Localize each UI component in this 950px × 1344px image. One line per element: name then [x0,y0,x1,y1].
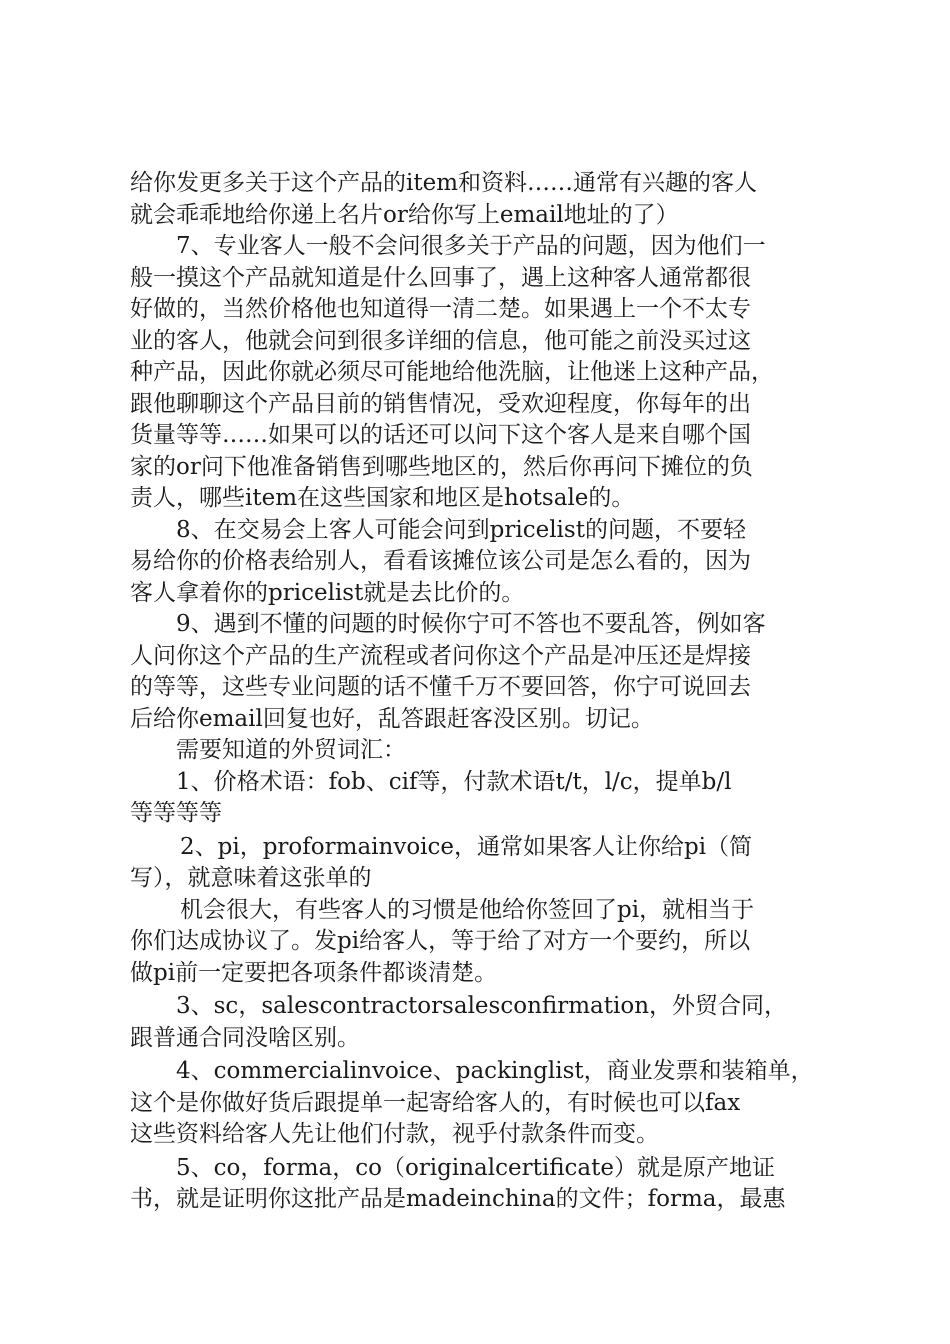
text-line: 书，就是证明你这批产品是madeinchina的文件；forma，最惠 [130,1186,786,1212]
text-line: 种产品，因此你就必须尽可能地给他洗脑，让他迷上这种产品， [130,359,774,385]
paragraph-start-line: 4、commercialinvoice、packinglist，商业发票和装箱单， [176,1058,814,1084]
paragraph-start-line: 5、co，forma，co（originalcertificate）就是原产地证 [176,1154,775,1181]
text-line: 等等等等 [130,800,222,826]
text-line: 般一摸这个产品就知道是什么回事了，遇上这种客人通常都很 [130,264,751,291]
paragraph-start-line: 1、价格术语：fob、cif等，付款术语t/t，l/c，提单b/l [176,768,732,795]
paragraph-start-line: 7、专业客人一般不会问很多关于产品的问题，因为他们一 [176,233,766,259]
text-line: 跟普通合同没啥区别。 [130,1024,360,1051]
text-line: 好做的，当然价格他也知道得一清二楚。如果遇上一个不太专 [130,296,751,322]
text-line: 后给你email回复也好，乱答跟赶客没区别。切记。 [130,705,654,732]
text-line: 写），就意味着这张单的 [130,865,372,891]
text-line: 业的客人，他就会问到很多详细的信息，他可能之前没买过这 [130,327,751,354]
text-line: 家的or问下他准备销售到哪些地区的，然后你再问下摊位的负 [130,453,753,480]
text-line: 的等等，这些专业问题的话不懂千万不要回答，你宁可说回去 [130,674,751,700]
text-line: 跟他聊聊这个产品目前的销售情况，受欢迎程度，你每年的出 [130,390,751,417]
document-body [130,168,830,1216]
text-line: 责人，哪些item在这些国家和地区是hotsale的。 [130,485,635,511]
text-line: 货量等等……如果可以的话还可以问下这个客人是来自哪个国 [130,422,751,448]
section-heading: 需要知道的外贸词汇： [176,737,406,763]
text-line: 给你发更多关于这个产品的item和资料……通常有兴趣的客人 [130,170,758,196]
text-line: 这个是你做好货后跟提单一起寄给客人的，有时候也可以fax [130,1089,741,1116]
text-line: 做pi前一定要把各项条件都谈清楚。 [130,959,498,986]
text-line: 就会乖乖地给你递上名片or给你写上email地址的了） [130,201,679,228]
text-line: 易给你的价格表给别人，看看该摊位该公司是怎么看的，因为 [130,548,751,574]
paragraph-start-line: 2、pi，proformainvoice，通常如果客人让你给pi（简 [180,833,753,860]
text-line: 你们达成协议了。发pi给客人，等于给了对方一个要约，所以 [130,928,751,954]
paragraph-start-line: 3、sc，salescontractorsalesconfirmation，外贸合同， [176,993,788,1019]
text-line: 客人拿着你的pricelist就是去比价的。 [130,579,525,606]
paragraph-start-line: 8、在交易会上客人可能会问到pricelist的问题，不要轻 [176,516,746,543]
text-line: 这些资料给客人先让他们付款，视乎付款条件而变。 [130,1121,659,1147]
paragraph-start-line: 机会很大，有些客人的习惯是他给你签回了pi，就相当于 [180,896,755,923]
paragraph-start-line: 9、遇到不懂的问题的时候你宁可不答也不要乱答，例如客 [176,611,766,637]
text-line: 人问你这个产品的生产流程或者问你这个产品是冲压还是焊接 [130,642,751,669]
